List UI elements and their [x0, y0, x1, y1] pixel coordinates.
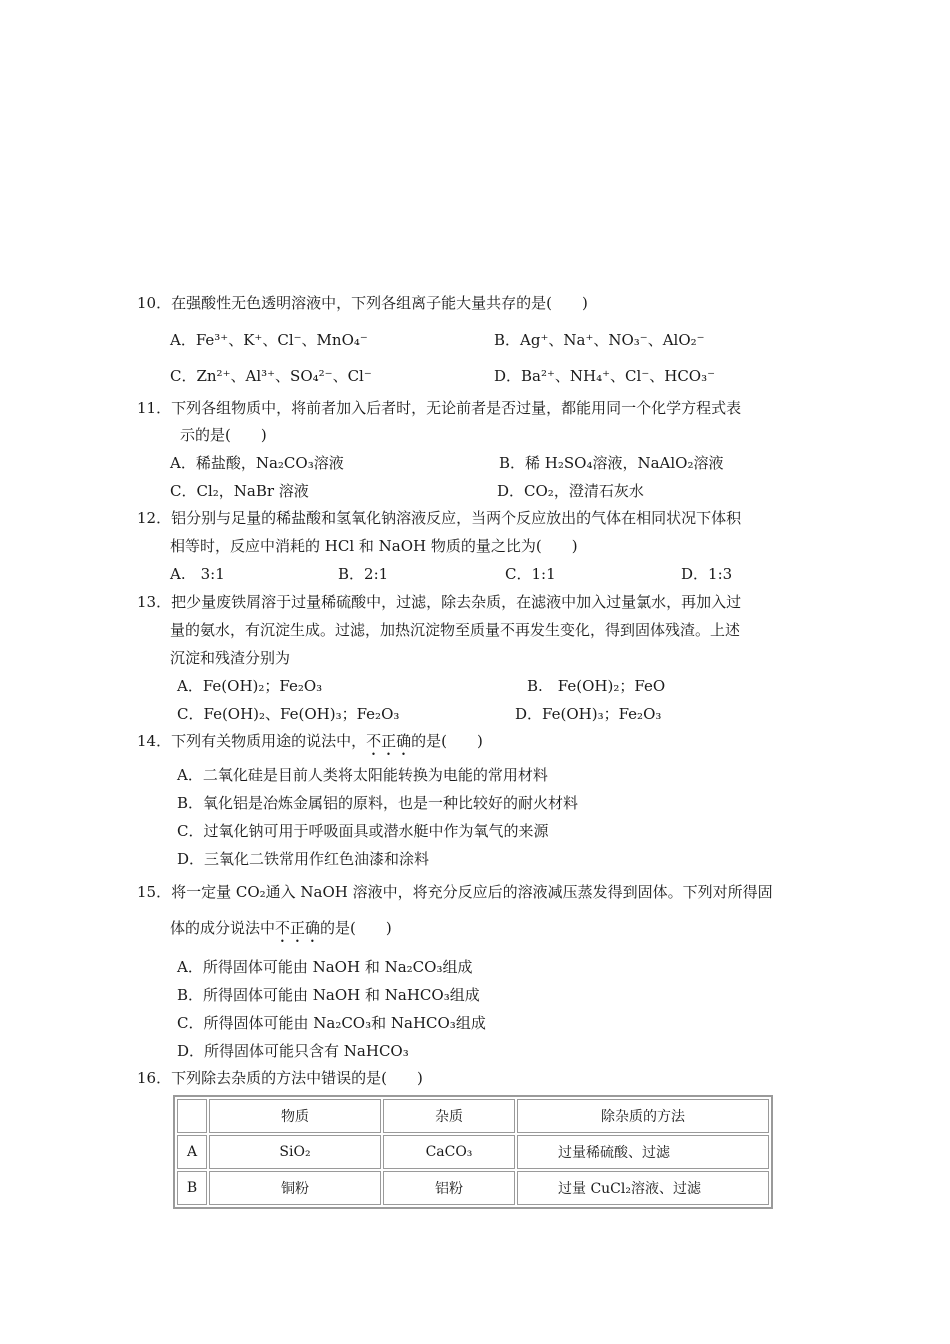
q14-stem [137, 731, 483, 759]
q15-stem-line1: 15．将一定量 CO₂通入 NaOH 溶液中，将充分反应后的溶液减压蒸发得到固体。下列对所得固 [137, 883, 773, 901]
q11-option-c: C．Cl₂，NaBr 溶液 [170, 482, 309, 500]
q10-option-a: A．Fe³⁺、K⁺、Cl⁻、MnO₄⁻ [170, 331, 368, 349]
q10-option-b: B．Ag⁺、Na⁺、NO₃⁻、AlO₂⁻ [494, 331, 705, 349]
q15-option-a: A．所得固体可能由 NaOH 和 Na₂CO₃组成 [177, 958, 473, 976]
q12-stem-line1: 12．铝分别与足量的稀盐酸和氢氧化钠溶液反应，当两个反应放出的气体在相同状况下体积 [137, 509, 742, 527]
q15-stem-pre: 体的成分说法中 [170, 919, 276, 937]
table-cell: B [177, 1171, 207, 1205]
q15-stem-emphasis: 不正确 [275, 919, 321, 937]
q16-stem: 16．下列除去杂质的方法中错误的是( ) [137, 1069, 423, 1087]
q15-stem-post: 的是( ) [320, 919, 392, 937]
q15-option-c: C．所得固体可能由 Na₂CO₃和 NaHCO₃组成 [177, 1014, 486, 1032]
q11-option-a: A．稀盐酸，Na₂CO₃溶液 [170, 454, 344, 472]
q13-option-d: D．Fe(OH)₃；Fe₂O₃ [515, 705, 662, 723]
q11-option-b: B．稀 H₂SO₄溶液，NaAlO₂溶液 [499, 454, 724, 472]
table-cell: CaCO₃ [383, 1135, 515, 1169]
table-header-cell [177, 1099, 207, 1133]
q15-option-b: B．所得固体可能由 NaOH 和 NaHCO₃组成 [177, 986, 480, 1004]
table-row [177, 1171, 769, 1205]
q16-table [173, 1095, 773, 1209]
table-cell: 铜粉 [209, 1171, 381, 1205]
table-header-cell: 物质 [209, 1099, 381, 1133]
q11-stem-line2: 示的是( ) [180, 426, 267, 444]
q14-option-c: C．过氧化钠可用于呼吸面具或潜水艇中作为氧气的来源 [177, 822, 549, 840]
table-header-row [177, 1099, 769, 1133]
q12-option-b: B．2:1 [338, 565, 389, 583]
q15-stem-line2 [170, 918, 392, 946]
q11-stem-line1: 11．下列各组物质中，将前者加入后者时，无论前者是否过量，都能用同一个化学方程式表 [137, 399, 742, 417]
q11-option-d: D．CO₂，澄清石灰水 [497, 482, 644, 500]
q13-option-c: C．Fe(OH)₂、Fe(OH)₃；Fe₂O₃ [177, 705, 400, 723]
table-row [177, 1135, 769, 1169]
q14-option-d: D．三氧化二铁常用作红色油漆和涂料 [177, 850, 430, 868]
q13-stem-line3: 沉淀和残渣分别为 [170, 649, 291, 667]
q12-option-d: D．1:3 [681, 565, 733, 583]
q10-option-d: D．Ba²⁺、NH₄⁺、Cl⁻、HCO₃⁻ [494, 367, 716, 385]
q13-option-b: B. Fe(OH)₂；FeO [527, 677, 666, 695]
table-cell: 过量稀硫酸、过滤 [517, 1135, 769, 1169]
table-cell: A [177, 1135, 207, 1169]
q12-option-a: A. 3:1 [170, 565, 225, 583]
q14-stem-post: 的是( ) [411, 732, 483, 750]
table-header-cell: 杂质 [383, 1099, 515, 1133]
q10-stem: 10．在强酸性无色透明溶液中，下列各组离子能大量共存的是( ) [137, 294, 588, 312]
q10-option-c: C．Zn²⁺、Al³⁺、SO₄²⁻、Cl⁻ [170, 367, 372, 385]
q13-option-a: A．Fe(OH)₂；Fe₂O₃ [177, 677, 323, 695]
q13-stem-line1: 13．把少量废铁屑溶于过量稀硫酸中，过滤，除去杂质，在滤液中加入过量氯水，再加入过 [137, 593, 742, 611]
q15-option-d: D．所得固体可能只含有 NaHCO₃ [177, 1042, 409, 1060]
table-header-cell: 除杂质的方法 [517, 1099, 769, 1133]
table-cell: SiO₂ [209, 1135, 381, 1169]
q12-stem-line2: 相等时，反应中消耗的 HCl 和 NaOH 物质的量之比为( ) [170, 537, 578, 555]
q13-stem-line2: 量的氨水，有沉淀生成。过滤，加热沉淀物至质量不再发生变化，得到固体残渣。上述 [170, 621, 741, 639]
table-cell: 过量 CuCl₂溶液、过滤 [517, 1171, 769, 1205]
q14-stem-pre: 14．下列有关物质用途的说法中， [137, 732, 367, 750]
q14-option-a: A．二氧化硅是目前人类将太阳能转换为电能的常用材料 [177, 766, 548, 784]
q12-option-c: C．1:1 [505, 565, 556, 583]
q14-option-b: B．氧化铝是冶炼金属铝的原料，也是一种比较好的耐火材料 [177, 794, 579, 812]
table-cell: 铝粉 [383, 1171, 515, 1205]
q14-stem-emphasis: 不正确 [366, 732, 412, 750]
